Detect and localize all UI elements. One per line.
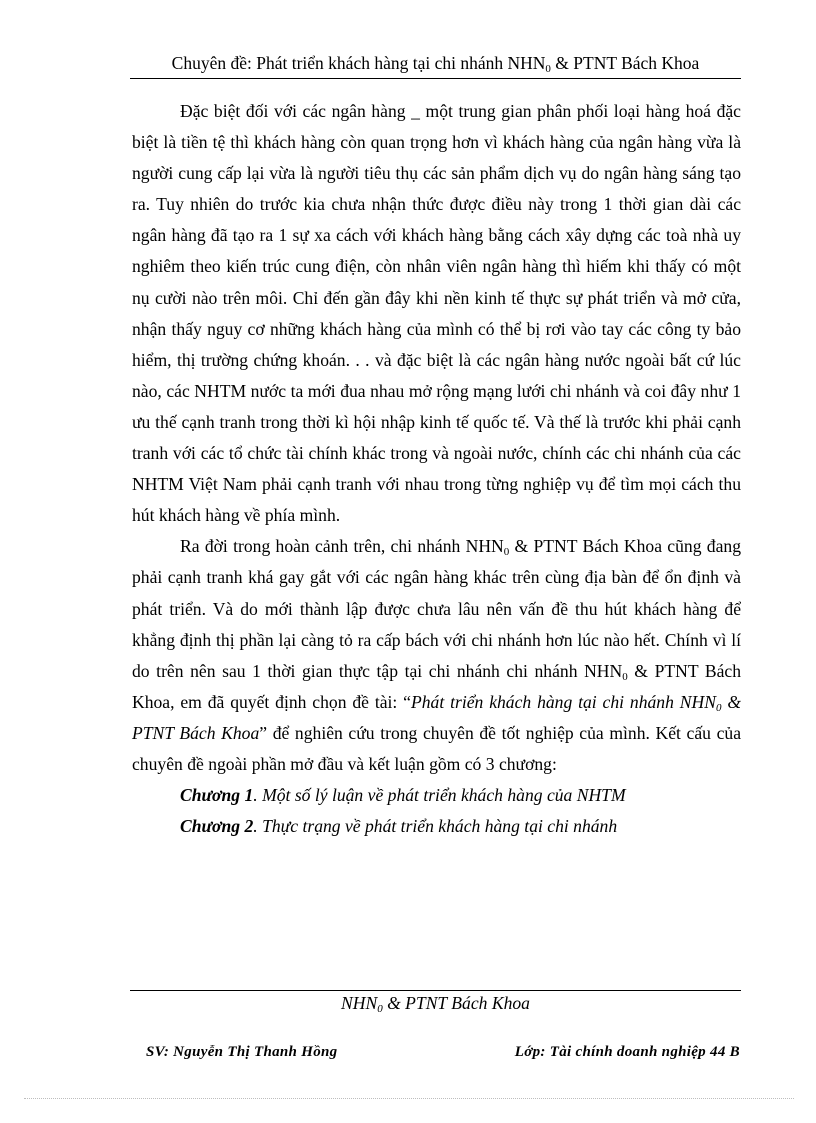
chapter-2 — [132, 811, 741, 842]
chapter-1-label: Chương 1 — [180, 785, 254, 806]
footer-rule — [130, 990, 741, 991]
header-title-end: & PTNT Bách Khoa — [550, 53, 700, 73]
continuation-text-a: NHN — [341, 993, 378, 1013]
p2-text-d: ” để nghiên cứu trong chuyên đề tốt nghiệp của mình. Kết cấu của chuyên đề ngoài phần mở đầu và kết luận gồm có 3 chương: — [132, 722, 742, 774]
p2-subscript-a: 0 — [503, 546, 510, 559]
header-rule — [130, 78, 741, 79]
footer-continuation — [130, 992, 741, 1014]
continuation-subscript: 0 — [377, 1003, 383, 1015]
topic-text-a: Phát triển khách hàng tại chi nhánh NHN — [411, 691, 716, 712]
p2-text-a: Ra đời trong hoàn cảnh trên, chi nhánh NHN — [180, 536, 504, 557]
paragraph-1: Đặc biệt đối với các ngân hàng _ một trung gian phân phối loại hàng hoá đặc biệt là tiền tệ thì khách hàng còn quan trọng hơn vì khách hàng của ngân hàng vừa là người cung cấp lại vừa là người tiêu thụ các sản phẩm dịch vụ do ngân hàng sáng tạo ra. Tuy nhiên do trước kia chưa nhận thức được điều này trong 1 thời gian dài các ngân hàng đã tạo ra 1 sự xa cách với khách hàng bằng cách xây dựng các toà nhà uy nghiêm theo kiến trúc cung điện, còn nhân viên ngân hàng thì hiếm khi thấy có một nụ cười nào trên môi. Chỉ đến gần đây khi nền kinh tế thực sự phát triển và mở cửa, nhận thấy nguy cơ những khách hàng của mình có thể bị rơi vào tay các công ty bảo hiểm, thị trường chứng khoán. . . và đặc biệt là các ngân hàng nước ngoài bất cứ lúc nào, các NHTM nước ta mới đua nhau mở rộng mạng lưới chi nhánh và coi đây như 1 ưu thế cạnh tranh trong thời kì hội nhập kinh tế quốc tế. Và thế là trước khi phải cạnh tranh với các tổ chức tài chính khác trong và ngoài nước, chính các chi nhánh của các NHTM Việt Nam phải cạnh tranh với nhau trong từng nghiệp vụ để tìm mọi cách thu hút khách hàng về phía mình. — [132, 101, 741, 526]
chapter-2-label: Chương 2 — [180, 816, 254, 837]
page-header — [130, 52, 741, 74]
student-name: SV: Nguyễn Thị Thanh Hồng — [146, 1044, 338, 1060]
chapter-1-text: . Một số lý luận về phát triển khách hàng của NHTM — [253, 785, 626, 806]
header-title: Chuyên đề: Phát triển khách hàng tại chi nhánh NHN — [171, 53, 546, 73]
topic-subscript: 0 — [715, 701, 722, 714]
header-subscript: 0 — [545, 63, 551, 75]
p2-text-b: & PTNT Bách Khoa cũng đang phải cạnh tranh khá gay gắt với các ngân hàng khác trên cùng địa bàn để ổn định và phát triển. Và do mới thành lập được chưa lâu nên vấn đề thu hút khách hàng để khẳng định thị phần lại càng tỏ ra cấp bách với chi nhánh hơn lúc nào hết. Chính vì lí do trên nên sau 1 thời gian thực tập tại chi nhánh chi nhánh NHN — [132, 536, 741, 681]
continuation-text-b: & PTNT Bách Khoa — [382, 993, 530, 1013]
p2-text-c: & PTNT Bách Khoa, em đã quyết định chọn đề tài: “ — [132, 660, 741, 712]
chapter-1 — [132, 780, 741, 811]
p2-subscript-b: 0 — [622, 670, 628, 683]
chapter-2-text: . Thực trạng về phát triển khách hàng tại chi nhánh — [253, 816, 618, 837]
class-name: Lớp: Tài chính doanh nghiệp 44 B — [514, 1044, 740, 1060]
topic-text-b: & PTNT Bách Khoa — [132, 691, 742, 743]
body-text — [132, 96, 741, 842]
page-bottom-divider — [24, 1098, 794, 1099]
paragraph-2 — [132, 531, 741, 780]
